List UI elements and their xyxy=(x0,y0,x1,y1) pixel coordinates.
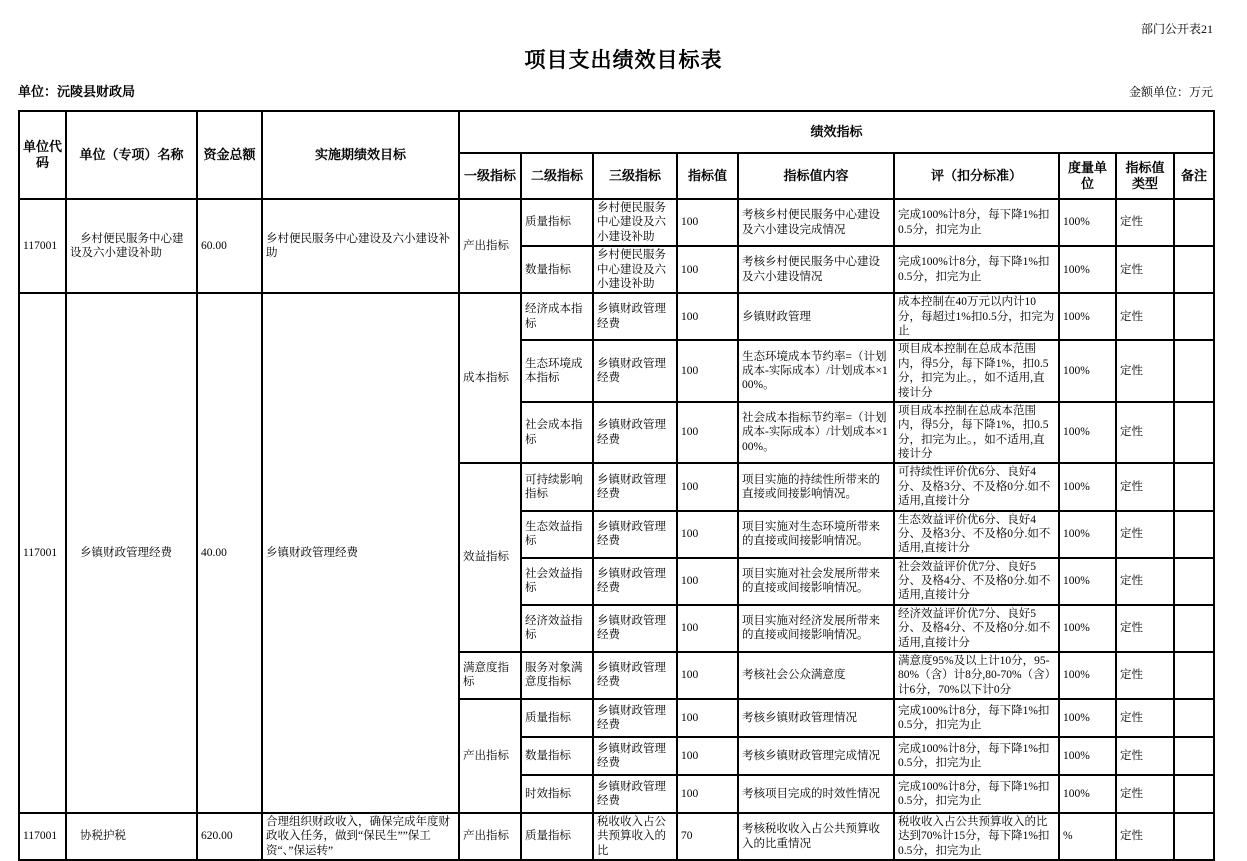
cell-indicator-value: 100 xyxy=(677,605,738,652)
cell-level3-indicator: 乡镇财政管理经费 xyxy=(593,699,677,737)
cell-measure-unit: 100% xyxy=(1059,511,1116,558)
header-level3-indicator: 三级指标 xyxy=(593,153,677,199)
header-unit-code: 单位代码 xyxy=(19,111,66,199)
cell-measure-unit: 100% xyxy=(1059,558,1116,605)
cell-indicator-value: 100 xyxy=(677,652,738,699)
cell-value-type: 定性 xyxy=(1116,246,1174,293)
cell-indicator-value: 100 xyxy=(677,246,738,293)
cell-measure-unit: 100% xyxy=(1059,737,1116,775)
cell-level3-indicator: 乡镇财政管理经费 xyxy=(593,558,677,605)
cell-level2-indicator: 可持续影响指标 xyxy=(521,463,593,510)
cell-scoring-standard: 完成100%计8分，每下降1%扣0.5分，扣完为止 xyxy=(894,699,1059,737)
amount-unit-label: 金额单位：万元 xyxy=(1128,85,1213,99)
cell-level2-indicator: 经济成本指标 xyxy=(521,293,593,340)
cell-measure-unit: 100% xyxy=(1059,340,1116,402)
cell-scoring-standard: 税收收入占公共预算收入的比达到70%计15分，每下降1%扣0.5分，扣完为止 xyxy=(894,813,1059,860)
cell-level2-indicator: 服务对象满意度指标 xyxy=(521,652,593,699)
cell-indicator-value-content: 考核乡村便民服务中心建设及六小建设完成情况 xyxy=(738,199,894,246)
header-row-top xyxy=(19,111,1214,153)
unit-label: 单位：沅陵县财政局 xyxy=(18,84,136,99)
cell-remark xyxy=(1174,402,1214,464)
sheet-number-label: 部门公开表21 xyxy=(1140,22,1213,36)
table-header xyxy=(19,111,1214,199)
cell-scoring-standard: 生态效益评价优6分、良好4分、及格3分、不及格0分.如不适用,直接计分 xyxy=(894,511,1059,558)
cell-level2-indicator: 质量指标 xyxy=(521,199,593,246)
cell-indicator-value-content: 乡镇财政管理 xyxy=(738,293,894,340)
cell-scoring-standard: 项目成本控制在总成本范围内，得5分，每下降1%，扣0.5分，扣完为止。，如不适用,直接计分 xyxy=(894,402,1059,464)
cell-indicator-value-content: 考核乡镇财政管理完成情况 xyxy=(738,737,894,775)
table-body xyxy=(19,199,1214,860)
cell-scoring-standard: 满意度95%及以上计10分，95-80%（含）计8分,80-70%（含）计6分，70%以下计0分 xyxy=(894,652,1059,699)
performance-target-table xyxy=(18,110,1215,861)
cell-value-type: 定性 xyxy=(1116,511,1174,558)
cell-indicator-value: 70 xyxy=(677,813,738,860)
cell-level3-indicator: 乡镇财政管理经费 xyxy=(593,737,677,775)
cell-level3-indicator: 乡镇财政管理经费 xyxy=(593,293,677,340)
cell-unit-code: 117001 xyxy=(19,199,66,293)
cell-period-goal: 乡村便民服务中心建设及六小建设补助 xyxy=(262,199,459,293)
cell-indicator-value: 100 xyxy=(677,737,738,775)
cell-indicator-value: 100 xyxy=(677,293,738,340)
cell-measure-unit: 100% xyxy=(1059,402,1116,464)
cell-remark xyxy=(1174,511,1214,558)
cell-unit-name: 协税护税 xyxy=(66,813,197,860)
cell-level1-indicator: 效益指标 xyxy=(459,463,521,652)
cell-scoring-standard: 可持续性评价优6分、良好4分、及格3分、不及格0分.如不适用,直接计分 xyxy=(894,463,1059,510)
cell-level3-indicator: 乡镇财政管理经费 xyxy=(593,463,677,510)
cell-remark xyxy=(1174,813,1214,860)
cell-value-type: 定性 xyxy=(1116,340,1174,402)
cell-remark xyxy=(1174,737,1214,775)
cell-indicator-value-content: 考核税收收入占公共预算收入的比重情况 xyxy=(738,813,894,860)
cell-remark xyxy=(1174,199,1214,246)
cell-level3-indicator: 税收收入占公共预算收入的比 xyxy=(593,813,677,860)
cell-indicator-value-content: 社会成本指标节约率=（计划成本-实际成本）/计划成本×100%。 xyxy=(738,402,894,464)
cell-level3-indicator: 乡镇财政管理经费 xyxy=(593,340,677,402)
cell-value-type: 定性 xyxy=(1116,199,1174,246)
cell-level1-indicator: 成本指标 xyxy=(459,293,521,463)
cell-level2-indicator: 质量指标 xyxy=(521,699,593,737)
cell-level1-indicator: 产出指标 xyxy=(459,699,521,813)
header-total-fund: 资金总额 xyxy=(197,111,262,199)
meta-row xyxy=(18,81,1213,100)
cell-value-type: 定性 xyxy=(1116,813,1174,860)
cell-remark xyxy=(1174,558,1214,605)
cell-level2-indicator: 生态效益指标 xyxy=(521,511,593,558)
header-unit-name: 单位（专项）名称 xyxy=(66,111,197,199)
table-row xyxy=(19,293,1214,340)
cell-level3-indicator: 乡村便民服务中心建设及六小建设补助 xyxy=(593,199,677,246)
header-indicator-value: 指标值 xyxy=(677,153,738,199)
cell-indicator-value: 100 xyxy=(677,775,738,813)
cell-remark xyxy=(1174,699,1214,737)
cell-scoring-standard: 项目成本控制在总成本范围内，得5分，每下降1%，扣0.5分，扣完为止。，如不适用,直接计分 xyxy=(894,340,1059,402)
cell-scoring-standard: 成本控制在40万元以内计10分，每超过1%扣0.5分，扣完为止 xyxy=(894,293,1059,340)
cell-remark xyxy=(1174,340,1214,402)
cell-value-type: 定性 xyxy=(1116,293,1174,340)
cell-total-fund: 620.00 xyxy=(197,813,262,860)
header-measure-unit: 度量单位 xyxy=(1059,153,1116,199)
cell-measure-unit: 100% xyxy=(1059,652,1116,699)
cell-period-goal: 合理组织财政收入，确保完成年度财政收入任务，做到“保民生””保工资“、”保运转” xyxy=(262,813,459,860)
cell-indicator-value-content: 考核项目完成的时效性情况 xyxy=(738,775,894,813)
cell-level2-indicator: 数量指标 xyxy=(521,246,593,293)
cell-measure-unit: % xyxy=(1059,813,1116,860)
cell-level3-indicator: 乡村便民服务中心建设及六小建设补助 xyxy=(593,246,677,293)
cell-indicator-value: 100 xyxy=(677,340,738,402)
page-title: 项目支出绩效目标表 xyxy=(524,48,723,72)
cell-total-fund: 60.00 xyxy=(197,199,262,293)
header-remark: 备注 xyxy=(1174,153,1214,199)
cell-level2-indicator: 质量指标 xyxy=(521,813,593,860)
cell-value-type: 定性 xyxy=(1116,558,1174,605)
cell-level1-indicator: 产出指标 xyxy=(459,813,521,860)
cell-measure-unit: 100% xyxy=(1059,463,1116,510)
cell-level3-indicator: 乡镇财政管理经费 xyxy=(593,652,677,699)
cell-level1-indicator: 产出指标 xyxy=(459,199,521,293)
cell-scoring-standard: 社会效益评价优7分、良好5分、及格4分、不及格0分.如不适用,直接计分 xyxy=(894,558,1059,605)
cell-value-type: 定性 xyxy=(1116,605,1174,652)
cell-level2-indicator: 社会效益指标 xyxy=(521,558,593,605)
cell-value-type: 定性 xyxy=(1116,775,1174,813)
cell-level2-indicator: 经济效益指标 xyxy=(521,605,593,652)
cell-indicator-value-content: 考核乡镇财政管理情况 xyxy=(738,699,894,737)
header-performance-indicators: 绩效指标 xyxy=(459,111,1214,153)
cell-level2-indicator: 社会成本指标 xyxy=(521,402,593,464)
cell-value-type: 定性 xyxy=(1116,737,1174,775)
header-level1-indicator: 一级指标 xyxy=(459,153,521,199)
cell-measure-unit: 100% xyxy=(1059,293,1116,340)
cell-indicator-value: 100 xyxy=(677,199,738,246)
table-row xyxy=(19,813,1214,860)
cell-indicator-value-content: 项目实施的持续性所带来的直接或间接影响情况。 xyxy=(738,463,894,510)
cell-indicator-value: 100 xyxy=(677,511,738,558)
cell-remark xyxy=(1174,246,1214,293)
cell-remark xyxy=(1174,293,1214,340)
header-level2-indicator: 二级指标 xyxy=(521,153,593,199)
cell-value-type: 定性 xyxy=(1116,463,1174,510)
cell-indicator-value: 100 xyxy=(677,699,738,737)
cell-measure-unit: 100% xyxy=(1059,199,1116,246)
header-value-type: 指标值类型 xyxy=(1116,153,1174,199)
table-row xyxy=(19,199,1214,246)
cell-unit-code: 117001 xyxy=(19,293,66,813)
cell-remark xyxy=(1174,605,1214,652)
cell-scoring-standard: 完成100%计8分，每下降1%扣0.5分，扣完为止 xyxy=(894,246,1059,293)
header-period-goal: 实施期绩效目标 xyxy=(262,111,459,199)
cell-period-goal: 乡镇财政管理经费 xyxy=(262,293,459,813)
cell-indicator-value: 100 xyxy=(677,558,738,605)
cell-unit-code: 117001 xyxy=(19,813,66,860)
cell-measure-unit: 100% xyxy=(1059,775,1116,813)
cell-level3-indicator: 乡镇财政管理经费 xyxy=(593,511,677,558)
cell-measure-unit: 100% xyxy=(1059,605,1116,652)
cell-level1-indicator: 满意度指标 xyxy=(459,652,521,699)
cell-total-fund: 40.00 xyxy=(197,293,262,813)
cell-indicator-value-content: 生态环境成本节约率=（计划成本-实际成本）/计划成本×100%。 xyxy=(738,340,894,402)
cell-scoring-standard: 经济效益评价优7分、良好5分、及格4分、不及格0分.如不适用,直接计分 xyxy=(894,605,1059,652)
cell-indicator-value-content: 项目实施对社会发展所带来的直接或间接影响情况。 xyxy=(738,558,894,605)
cell-indicator-value-content: 考核社会公众满意度 xyxy=(738,652,894,699)
cell-level3-indicator: 乡镇财政管理经费 xyxy=(593,775,677,813)
header-indicator-value-content: 指标值内容 xyxy=(738,153,894,199)
cell-value-type: 定性 xyxy=(1116,699,1174,737)
cell-remark xyxy=(1174,652,1214,699)
cell-level3-indicator: 乡镇财政管理经费 xyxy=(593,402,677,464)
cell-indicator-value-content: 项目实施对经济发展所带来的直接或间接影响情况。 xyxy=(738,605,894,652)
cell-indicator-value: 100 xyxy=(677,402,738,464)
cell-indicator-value-content: 考核乡村便民服务中心建设及六小建设情况 xyxy=(738,246,894,293)
cell-measure-unit: 100% xyxy=(1059,699,1116,737)
header-scoring-standard: 评（扣分标准） xyxy=(894,153,1059,199)
cell-remark xyxy=(1174,775,1214,813)
cell-unit-name: 乡村便民服务中心建设及六小建设补助 xyxy=(66,199,197,293)
cell-scoring-standard: 完成100%计8分，每下降1%扣0.5分，扣完为止 xyxy=(894,775,1059,813)
cell-scoring-standard: 完成100%计8分，每下降1%扣0.5分，扣完为止 xyxy=(894,737,1059,775)
cell-indicator-value: 100 xyxy=(677,463,738,510)
cell-value-type: 定性 xyxy=(1116,402,1174,464)
cell-level2-indicator: 生态环境成本指标 xyxy=(521,340,593,402)
cell-measure-unit: 100% xyxy=(1059,246,1116,293)
cell-remark xyxy=(1174,463,1214,510)
cell-value-type: 定性 xyxy=(1116,652,1174,699)
cell-unit-name: 乡镇财政管理经费 xyxy=(66,293,197,813)
cell-level2-indicator: 数量指标 xyxy=(521,737,593,775)
cell-indicator-value-content: 项目实施对生态环境所带来的直接或间接影响情况。 xyxy=(738,511,894,558)
cell-scoring-standard: 完成100%计8分，每下降1%扣0.5分，扣完为止 xyxy=(894,199,1059,246)
cell-level2-indicator: 时效指标 xyxy=(521,775,593,813)
cell-level3-indicator: 乡镇财政管理经费 xyxy=(593,605,677,652)
